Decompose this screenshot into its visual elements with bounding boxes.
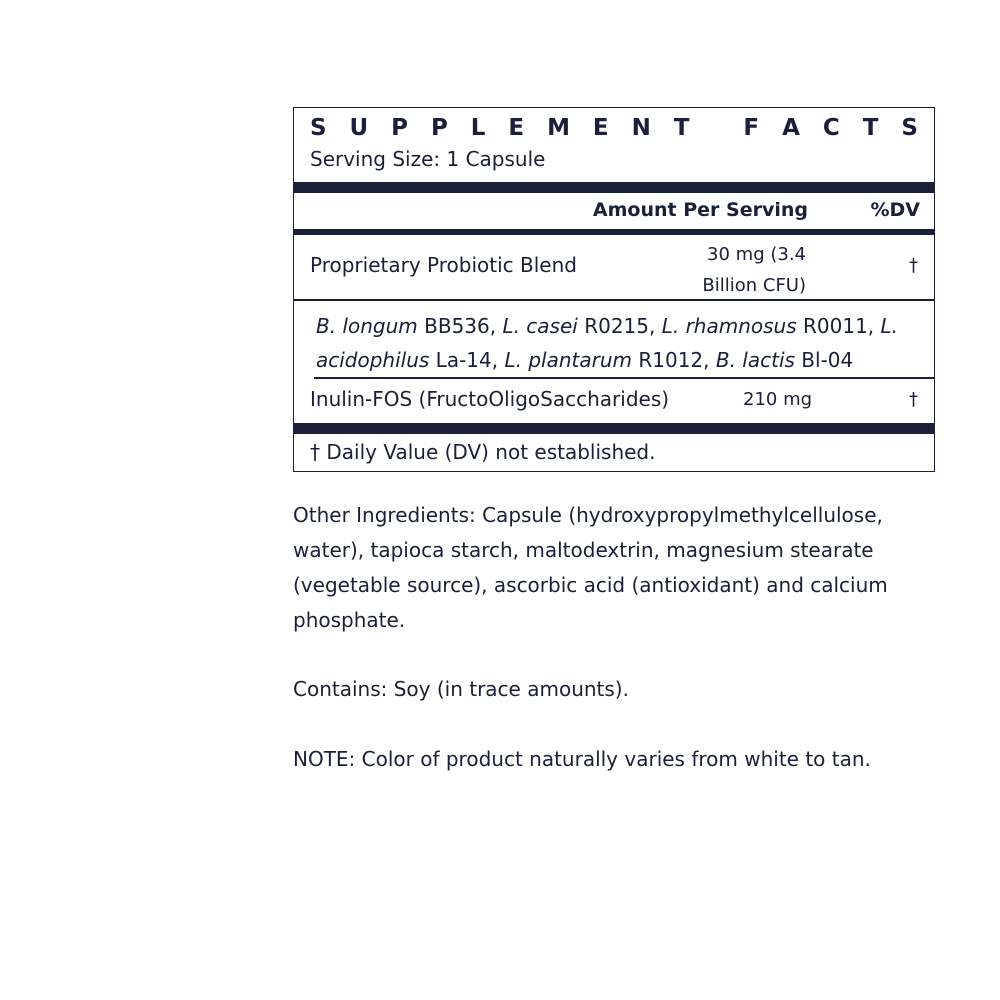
product-color-note: NOTE: Color of product naturally varies from white to tan. [293, 747, 871, 771]
title-letter: S [310, 115, 327, 141]
strain-list [294, 301, 934, 377]
strain-species: L. acidophilus [316, 314, 899, 372]
serving-size: Serving Size: 1 Capsule [310, 147, 546, 171]
thick-divider [294, 182, 934, 193]
inulin-dv: † [909, 389, 918, 410]
inulin-name: Inulin-FOS (FructoOligoSaccharides) [310, 387, 670, 411]
strain-code: La-14, [429, 348, 505, 372]
strain-species: L. casei [502, 314, 578, 338]
title-letter: S [901, 115, 918, 141]
title-letter: E [508, 115, 525, 141]
blend-name: Proprietary Probiotic Blend [310, 253, 577, 277]
title-letter: F [743, 115, 760, 141]
thick-divider-bottom [294, 423, 934, 434]
title-letter: C [822, 115, 840, 141]
probiotic-blend-row [294, 235, 934, 299]
strain-code: R0011, [796, 314, 881, 338]
title-letter: T [673, 115, 690, 141]
blend-dv: † [909, 255, 918, 276]
other-ingredients: Other Ingredients: Capsule (hydroxypropylmethylcellulose, water), tapioca starch, maltodextrin, magnesium stearate (vegetable source), ascorbic acid (antioxidant) and calcium phosphate. [293, 503, 888, 632]
strain-species: B. lactis [715, 348, 795, 372]
blend-amount-line1: 30 mg (3.4 [707, 244, 806, 265]
amount-per-serving-header: Amount Per Serving [592, 199, 808, 221]
title-letter: E [592, 115, 609, 141]
strain-code: R0215, [577, 314, 662, 338]
title-letter: L [470, 115, 486, 141]
strain-species: L. plantarum [504, 348, 632, 372]
inulin-amount: 210 mg [743, 389, 813, 410]
inulin-row [294, 379, 934, 423]
title-letter: U [349, 115, 369, 141]
supplement-facts-panel [293, 107, 935, 472]
strain-code: Bl-04 [794, 348, 854, 372]
blend-amount [666, 239, 806, 301]
title-letter-space [712, 114, 720, 142]
supplement-facts-title [294, 108, 934, 142]
strain-code: BB536, [417, 314, 503, 338]
blend-amount-line2: Billion CFU) [702, 275, 806, 296]
dv-header: %DV [870, 199, 920, 221]
column-header-row [294, 193, 934, 229]
title-letter: P [391, 115, 409, 141]
title-letter: M [547, 115, 570, 141]
title-letter: T [862, 115, 879, 141]
dv-footnote: † Daily Value (DV) not established. [310, 440, 656, 464]
title-letter: A [782, 115, 800, 141]
title-letter: N [631, 115, 651, 141]
strain-species: L. rhamnosus [661, 314, 797, 338]
strain-species: B. longum [316, 314, 418, 338]
title-letter: P [430, 115, 448, 141]
allergen-statement: Contains: Soy (in trace amounts). [293, 677, 629, 701]
strain-code: R1012, [632, 348, 716, 372]
